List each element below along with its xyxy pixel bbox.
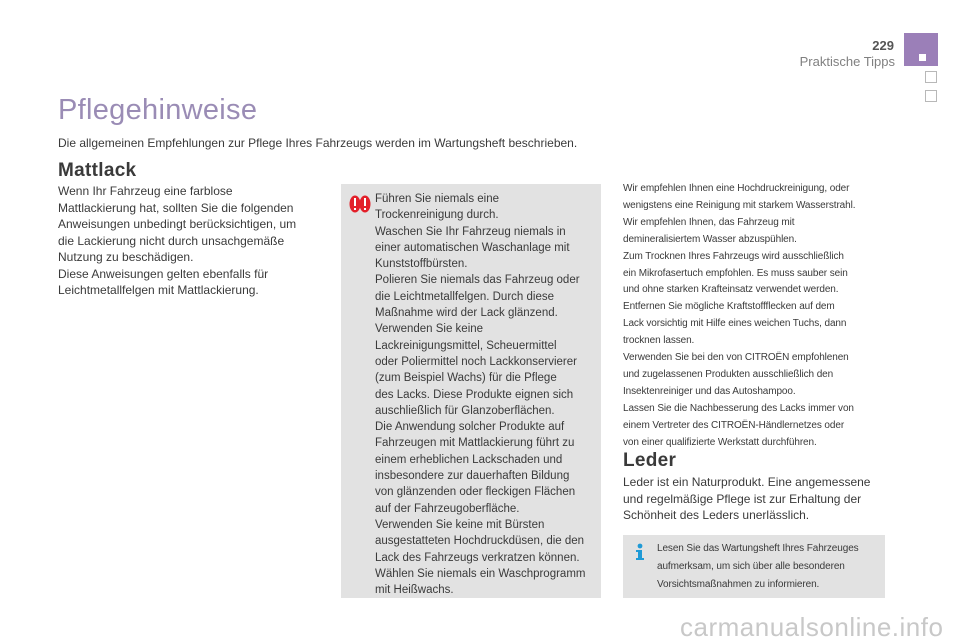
info-body [657, 540, 885, 594]
watermark: carmanualsonline.info [680, 612, 944, 642]
text-line: Lackreinigungsmittel, Scheuermittel [375, 339, 557, 352]
text-line: Diese Anweisungen gelten ebenfalls für [58, 266, 269, 281]
warning-body [375, 191, 597, 598]
text-line: Zum Trocknen Ihres Fahrzeugs wird ausschließlich [623, 250, 844, 262]
text-line: Führen Sie niemals eine [375, 193, 500, 205]
text-line: und ohne starken Krafteinsatz verwendet werden. [623, 284, 839, 296]
text-line: Lassen Sie die Nachbesserung des Lacks immer von [623, 402, 854, 414]
text-line: mit Heißwachs. [375, 584, 454, 597]
section-label: Praktische Tipps [799, 54, 895, 69]
text-line: Fahrzeugen mit Mattlackierung führt zu [375, 437, 575, 450]
nav-square [925, 90, 937, 102]
text-line: Trockenreinigung durch. [375, 209, 499, 222]
text-line: Verwenden Sie bei den von CITROËN empfohlenen [623, 352, 849, 364]
text-line: Leder ist ein Naturprodukt. Eine angemessene [623, 475, 871, 489]
text-line: einem erheblichen Lackschaden und [375, 453, 563, 466]
nav-dot [919, 54, 926, 61]
text-line: einem Vertreter des CITROËN-Händlernetzes oder [623, 419, 845, 431]
text-line: Wir empfehlen Ihnen eine Hochdruckreinigung, oder [623, 183, 850, 194]
page-number: 229 [872, 38, 894, 53]
text-line: insbesondere zur dauerhaften Bildung [375, 470, 570, 483]
recommendations-body [623, 181, 893, 452]
page-title: Pflegehinweise [58, 94, 258, 126]
text-line: aufmerksam, um sich über alle besonderen [657, 561, 845, 572]
text-line: Wenn Ihr Fahrzeug eine farblose [58, 184, 233, 198]
warning-icon [349, 194, 371, 214]
text-line: Waschen Sie Ihr Fahrzeug niemals in [375, 225, 566, 238]
intro-text: Die allgemeinen Empfehlungen zur Pflege Ihres Fahrzeugs werden im Wartungsheft beschrieben. [58, 136, 578, 150]
text-line: die Leichtmetallfelgen. Durch diese [375, 290, 554, 303]
text-line: oder Poliermittel noch Lackkonservierer [375, 355, 577, 368]
text-line: Wir empfehlen Ihnen, das Fahrzeug mit [623, 216, 795, 228]
text-line: Lesen Sie das Wartungsheft Ihres Fahrzeuges [657, 543, 859, 554]
text-line: Mattlackierung hat, sollten Sie die folgenden [58, 200, 294, 215]
text-line: ein Mikrofasertuch empfohlen. Es muss sauber sein [623, 267, 848, 279]
text-line: Kunststoffbürsten. [375, 258, 468, 271]
text-line: (zum Beispiel Wachs) für die Pflege [375, 372, 557, 385]
leder-heading: Leder [623, 450, 677, 471]
text-line: des Lacks. Diese Produkte eignen sich [375, 388, 574, 401]
text-line: auf der Fahrzeugoberfläche. [375, 502, 520, 515]
text-line: und zugelassenen Produkten ausschließlich den [623, 368, 834, 380]
text-line: die Lackierung nicht durch unsachgemäße [58, 233, 285, 248]
text-line: Maßnahme wird der Lack glänzend. [375, 307, 558, 320]
text-line: Verwenden Sie keine [375, 323, 484, 336]
text-line: demineralisiertem Wasser abzuspühlen. [623, 233, 797, 245]
nav-square-active [904, 33, 938, 66]
text-line: Verwenden Sie keine mit Bürsten [375, 518, 545, 531]
text-line: auschließlich für Glanzoberflächen. [375, 404, 555, 417]
text-line: von glänzenden oder fleckigen Flächen [375, 486, 576, 499]
leder-body [623, 474, 893, 524]
text-line: Schönheit des Leders unerlässlich. [623, 508, 810, 522]
text-line: von einer qualifizierte Werkstatt durchführen. [623, 436, 817, 448]
text-line: Anweisungen unbedingt berücksichtigen, um [58, 217, 297, 231]
text-line: Vorsichtsmaßnahmen zu informieren. [657, 579, 820, 590]
text-line: Wählen Sie niemals ein Waschprogramm [375, 567, 586, 580]
text-line: wenigstens eine Reinigung mit starkem Wasserstrahl. [623, 199, 856, 211]
info-icon [633, 543, 647, 561]
text-line: trocknen lassen. [623, 335, 695, 347]
text-line: Lack des Fahrzeugs verkratzen können. [375, 551, 580, 564]
mattlack-heading: Mattlack [58, 160, 137, 181]
text-line: Lack vorsichtig mit Hilfe eines weichen Tuchs, dann [623, 318, 847, 330]
text-line: Die Anwendung solcher Produkte auf [375, 421, 565, 434]
text-line: Nutzung zu beschädigen. [58, 250, 194, 264]
mattlack-body [58, 183, 328, 299]
text-line: und regelmäßige Pflege ist zur Erhaltung der [623, 491, 862, 506]
text-line: Entfernen Sie mögliche Kraftstoffflecken auf dem [623, 301, 835, 313]
text-line: einer automatischen Waschanlage mit [375, 241, 570, 254]
text-line: ausgestatteten Hochdruckdüsen, die den [375, 535, 585, 548]
text-line: Insektenreiniger und das Autoshampoo. [623, 385, 796, 397]
text-line: Polieren Sie niemals das Fahrzeug oder [375, 274, 580, 287]
text-line: Leichtmetallfelgen mit Mattlackierung. [58, 283, 259, 297]
nav-square [925, 71, 937, 83]
